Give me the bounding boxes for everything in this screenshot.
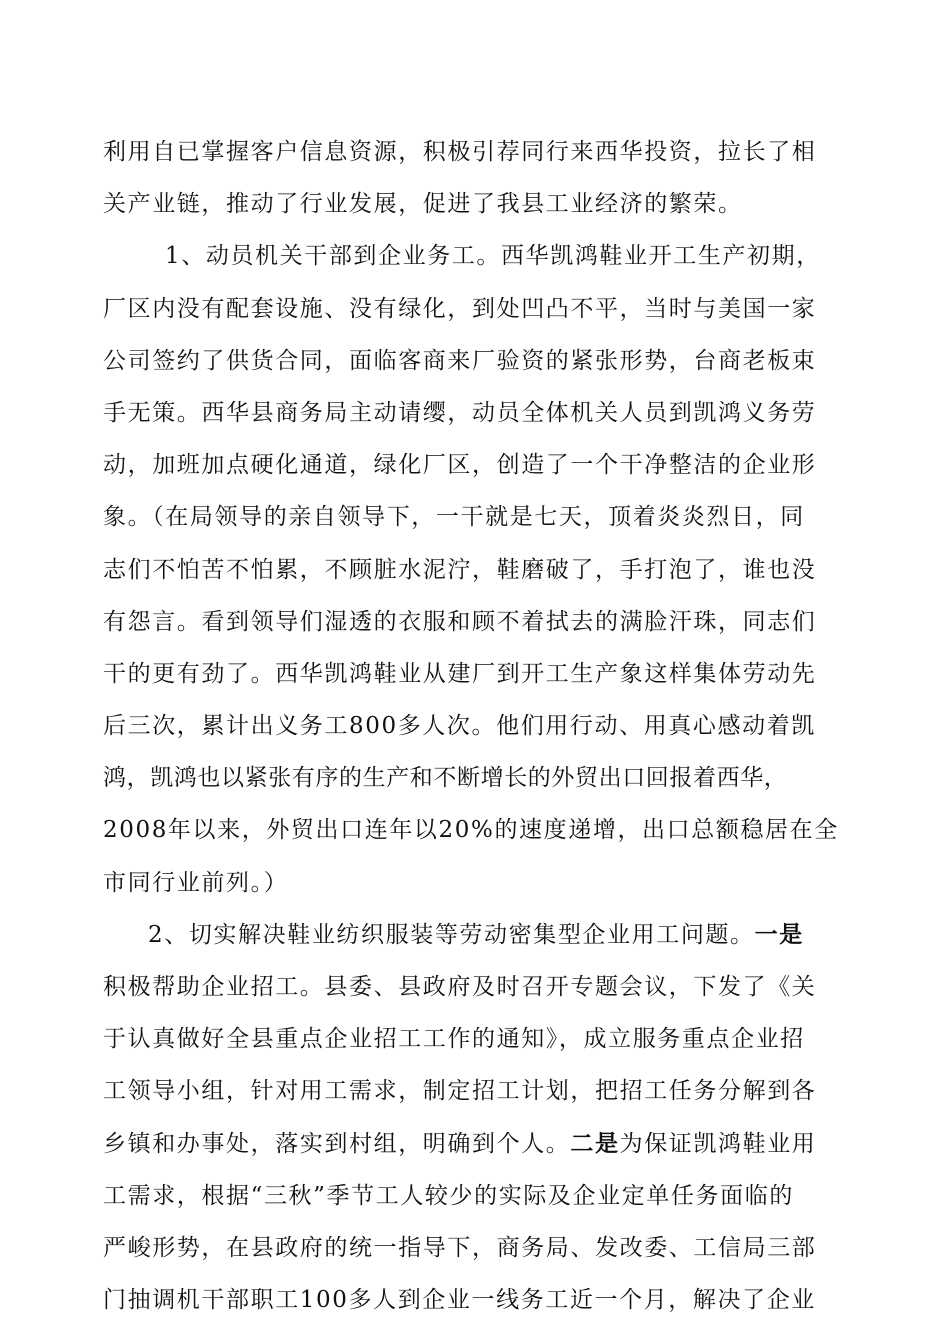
text-line: 关产业链，推动了行业发展，促进了我县工业经济的繁荣。 [103,191,743,218]
text-line: 鸿，凯鸿也以紧张有序的生产和不断增长的外贸出口回报着西华， [103,765,788,792]
text-run: 2、切实解决鞋业纺织服装等劳动密集型企业用工问题。 [148,921,755,948]
text-line: 后三次，累计出义务工800多人次。他们用行动、用真心感动着凯 [103,713,816,740]
text-line: 门抽调机干部职工100多人到企业一线务工近一个月，解决了企业 [103,1287,816,1314]
bold-marker: 二是 [570,1129,620,1157]
text-line: 严峻形势，在县政府的统一指导下，商务局、发改委、工信局三部 [103,1234,817,1261]
text-line: 利用自已掌握客户信息资源，积极引荐同行来西华投资，拉长了相 [103,139,817,165]
text-run: 为保证凯鸿鞋业用 [619,1130,817,1157]
text-line: 有怨言。看到领导们湿透的衣服和顾不着拭去的满脸汗珠，同志们 [103,608,817,635]
text-run: 乡镇和办事处，落实到村组，明确到个人。 [103,1130,571,1157]
text-line: 动，加班加点硬化通道，绿化厂区，创造了一个干净整洁的企业形 [103,452,817,479]
text-line: 志们不怕苦不怕累，不顾脏水泥泞，鞋磨破了，手打泡了，谁也没 [103,556,817,583]
text-line: 象。（在局领导的亲自领导下，一干就是七天，顶着炎炎烈日，同 [103,504,805,531]
document-page [103,126,857,1326]
text-line: 于认真做好全县重点企业招工工作的通知》，成立服务重点企业招 [103,1026,805,1053]
text-line: 手无策。西华县商务局主动请缨，动员全体机关人员到凯鸿义务劳 [103,399,817,426]
paragraph-intro [103,126,857,230]
text-line: 1、动员机关干部到企业务工。西华凯鸿鞋业开工生产初期， [165,243,821,270]
paragraph-item-1 [103,230,857,908]
text-line: 公司签约了供货合同，面临客商来厂验资的紧张形势，台商老板束 [103,347,817,374]
text-line: 2008年以来，外贸出口连年以20%的速度递增，出口总额稳居在全 [103,817,839,844]
text-line: 厂区内没有配套设施、没有绿化，到处凹凸不平，当时与美国一家 [103,295,817,322]
text-line: 干的更有劲了。西华凯鸿鞋业从建厂到开工生产象这样集体劳动先 [103,660,817,687]
text-line: 市同行业前列。） [103,869,289,896]
text-line: 工领导小组，针对用工需求，制定招工计划，把招工任务分解到各 [103,1078,817,1105]
text-line: 工需求，根据“三秋”季节工人较少的实际及企业定单任务面临的 [103,1182,794,1209]
text-line [103,909,857,961]
bold-marker: 一是 [754,920,804,948]
paragraph-item-2 [103,909,857,1327]
text-line [103,1118,857,1170]
text-line: 积极帮助企业招工。县委、县政府及时召开专题会议，下发了《关 [103,974,817,1000]
